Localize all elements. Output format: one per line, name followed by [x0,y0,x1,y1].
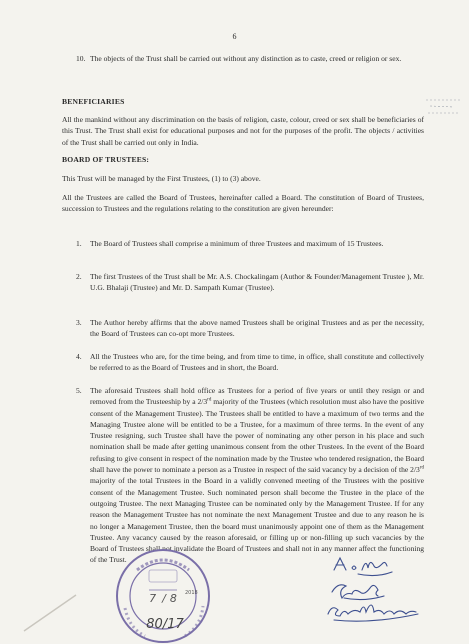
registration-stamp [115,548,211,644]
board-heading: BOARD OF TRUSTEES: [62,155,150,164]
clause-number: 5. [76,386,82,395]
clause-text: The objects of the Trust shall be carried out without any distinction as to caste, creed or religion or sex. [90,54,402,63]
clause-text-part-2: majority of the Trustees (which resolution must also have the positive consent of the Management Trustee). The Trustees shall be entitled to have a maximum of two terms and the Managing Trustee alone will be entitled to be a Trustee, for a maximum of three terms. In the event of any Trustee resigning, such Trustee shall have the power of nominating any other person in his place and such nomination shall be made after getting unanimous consent from the other Trustees. In the event of the Board refusing to give consent in respect of the nomination made by the Trustee who tendered resignation, the Board shall have the power to nominate a person as a Trustee in respect of the said vacancy by a decision of the 2/3 [90,397,424,475]
board-clause-5 [76,385,424,566]
board-paragraph-1: This Trust will be managed by the First Trustees, (1) to (3) above. [62,174,261,183]
superscript-rd: rd [207,397,212,403]
clause-number: 3. [76,318,82,327]
board-paragraph-2: All the Trustees are called the Board of Trustees, hereinafter called a Board. The constitution of Board of Trustees, succession to Trustees and the regulations relating to the constitution are given hereunder: [62,193,424,214]
stamp-number: 80/17 [146,617,184,632]
paper-mark [424,96,464,118]
clause-text: All the Trustees who are, for the time being, and from time to time, in office, shall constitute and collectively be referred to as the Board of Trustees and in short, the Board. [90,352,424,373]
paper-mark [20,585,80,635]
board-clause-3 [76,317,424,340]
clause-number: 2. [76,272,82,281]
clause-text: The Board of Trustees shall comprise a minimum of three Trustees and maximum of 15 Trustees. [90,239,384,248]
clause-number: 4. [76,352,82,361]
board-clause-1 [76,238,424,249]
stamp-date: 7 / 8 [149,592,177,605]
board-clause-4 [76,351,424,374]
beneficiaries-paragraph: All the mankind without any discrimination on the basis of religion, caste, colour, creed or sex shall be beneficiaries of this Trust. The Trust shall exist for educational purposes and not for the purposes of the profit. The objects / activities of the Trust shall be carried out only in India. [62,115,424,147]
clause-text-part-3: majority of the total Trustees in the Board in a validly convened meeting of the Trustees with the positive consent of the Management Trustee. Such nominated person shall become the Trustee in the place of the outgoing Trustee. The next Managing Trustee can be nominated only by the Management Trustee. If for any reason the Management Trustee has not nominate the next Management Trustee and due to any reason he is no longer a Management Trustee, then the board must unanimously appoint one of them as the Management Trustee. Any vacancy caused by the reason aforesaid, or filling up or non-filling up such vacancies by the Board of Trustees shall not invalidate the Board of Trustees and shall not in any manner affect the functioning of the Trust. [90,476,424,565]
trustee-signatures [322,556,430,628]
superscript-rd: rd [419,465,424,471]
clause-number: 10. [76,54,86,63]
board-clause-2 [76,271,424,294]
clause-number: 1. [76,239,82,248]
page-number: 6 [232,32,237,41]
beneficiaries-heading: BENEFICIARIES [62,97,125,106]
clause-text: The first Trustees of the Trust shall be Mr. A.S. Chockalingam (Author & Founder/Management Trustee ), Mr. U.G. Bhalaji (Trustee) and Mr. D. Sampath Kumar (Trustee). [90,272,424,293]
objects-clause-10 [76,53,424,64]
clause-text-part-1: The aforesaid Trustees shall hold office as Trustees for a period of five years or until they resign or and removed from the Trusteeship by a 2/3 [90,386,424,407]
clause-text: The Author hereby affirms that the above named Trustees shall be original Trustees and as per the necessity, the Board of Trustees can co-opt more Trustees. [90,318,424,339]
stamp-year: 2018 [185,590,198,596]
